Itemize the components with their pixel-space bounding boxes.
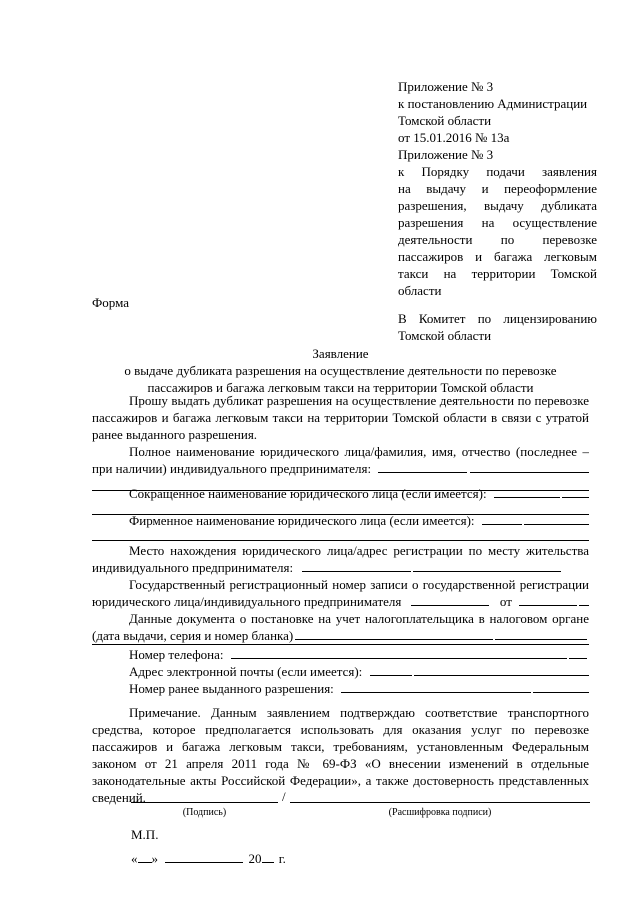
appendix-line: к Порядку подачи заявления (398, 164, 597, 179)
note-line: Примечание. Данным заявлением подтверждаю соответствие транспортного (129, 705, 589, 720)
request-paragraph (92, 392, 589, 443)
form-label-text: Форма (92, 295, 129, 310)
stamp-label (131, 826, 158, 843)
date-quote-open: « (131, 851, 138, 866)
location-field (92, 542, 589, 576)
day-input-line[interactable] (138, 850, 152, 863)
addressee (398, 310, 597, 344)
note-line: средства, которое предполагается использовать для оказания услуг по перевозке (92, 722, 589, 737)
note-line: сведений. (92, 790, 146, 805)
appendix-line: области (398, 283, 442, 298)
appendix-line: Томской области (398, 113, 492, 128)
decode-caption-text: (Расшифровка подписи) (388, 807, 492, 818)
appendix-line: такси на территории Томской (398, 266, 597, 281)
title-line: о выдаче дубликата разрешения на осуществление деятельности по перевозке (124, 363, 557, 378)
email-field (92, 663, 589, 680)
year-suffix: г. (278, 851, 286, 866)
appendix-line: деятельности по перевозке (398, 232, 597, 247)
signature-caption-text: (Подпись) (182, 807, 227, 818)
previous-permit-field (92, 680, 589, 697)
email-input-line-2[interactable] (414, 663, 589, 676)
brand-name-input-line-2[interactable] (524, 512, 589, 525)
request-line: пассажиров и багажа легковым такси на территории Томской области в связи с утратой (92, 410, 589, 425)
field-label: Государственный регистрационный номер записи о государственной регистрации (129, 577, 589, 592)
title-line: пассажиров и багажа легковым такси на территории Томской области (147, 380, 534, 395)
signature-caption (131, 804, 278, 821)
field-label: Полное наименование юридического лица/фамилия, имя, отчество (последнее – (129, 444, 589, 459)
full-name-input-line[interactable] (378, 460, 467, 473)
decode-caption (290, 804, 590, 821)
brand-name-input-line[interactable] (482, 512, 522, 525)
note-paragraph (92, 704, 589, 806)
document-title (92, 345, 589, 396)
addressee-line: В Комитет по лицензированию (398, 311, 597, 326)
full-name-field (92, 443, 589, 477)
short-name-input-line-2[interactable] (562, 485, 589, 498)
field-label: Место нахождения юридического лица/адрес регистрации по месту жительства (129, 543, 589, 558)
field-label: Номер телефона: (129, 647, 224, 662)
brand-name-field (92, 512, 589, 529)
request-line: ранее выданного разрешения. (92, 427, 258, 442)
appendix-line: разрешения на осуществление (398, 215, 597, 230)
date-field (131, 850, 286, 867)
registration-field (92, 576, 589, 610)
registration-number-input-line[interactable] (411, 593, 489, 606)
request-line: Прошу выдать дубликат разрешения на осуществление деятельности по перевозке (129, 393, 589, 408)
stamp-label-text: М.П. (131, 827, 159, 842)
previous-permit-input-line[interactable] (341, 680, 531, 693)
field-label: юридического лица/индивидуального предпринимателя (92, 594, 402, 609)
form-label (92, 294, 129, 311)
appendix-line: Приложение № 3 (398, 79, 494, 94)
appendix-line: на выдачу и переоформление (398, 181, 597, 196)
field-label: индивидуального предпринимателя: (92, 560, 294, 575)
phone-field (92, 646, 589, 663)
signature-input-line[interactable] (131, 802, 278, 803)
year-prefix: 20 (248, 851, 262, 866)
brand-name-continuation-line[interactable] (92, 540, 589, 541)
field-label: Фирменное наименование юридического лица (если имеется): (129, 513, 475, 528)
location-input-line[interactable] (302, 559, 411, 572)
email-input-line[interactable] (370, 663, 412, 676)
signature-slash: / (282, 789, 286, 804)
appendix-line: разрешения, выдачу дубликата (398, 198, 597, 213)
previous-permit-input-line-2[interactable] (533, 680, 589, 693)
note-line: пассажиров и багажа легковым такси, требованиям, установленным Федеральным (92, 739, 589, 754)
title-line: Заявление (312, 346, 369, 361)
appendix-line: Приложение № 3 (398, 147, 494, 162)
field-label: Адрес электронной почты (если имеется): (129, 664, 363, 679)
appendix-procedure (398, 146, 597, 299)
tax-document-input-line-2[interactable] (495, 627, 587, 640)
tax-document-continuation-line[interactable] (92, 644, 589, 645)
tax-document-input-line[interactable] (295, 627, 493, 640)
short-name-field (92, 485, 589, 502)
full-name-input-line-2[interactable] (470, 460, 589, 473)
signature-decode-input-line[interactable] (290, 802, 590, 803)
appendix-line: от 15.01.2016 № 13а (398, 130, 510, 145)
field-label: (дата выдачи, серия и номер бланка) (92, 628, 294, 643)
tax-registration-field (92, 610, 589, 644)
registration-date-input-line[interactable] (519, 593, 577, 606)
signature-separator (282, 788, 286, 805)
field-label: от (499, 594, 512, 609)
appendix-resolution (398, 78, 598, 146)
registration-date-input-line-2[interactable] (579, 593, 589, 606)
note-line: законом от 21 апреля 2011 года № 69-ФЗ «О внесении изменений в отдельные (92, 756, 589, 771)
phone-input-line-2[interactable] (569, 646, 587, 659)
field-label: Номер ранее выданного разрешения: (129, 681, 334, 696)
appendix-line: к постановлению Администрации (398, 96, 588, 111)
location-input-line-2[interactable] (413, 559, 561, 572)
appendix-line: пассажиров и багажа легковым (398, 249, 597, 264)
short-name-input-line[interactable] (494, 485, 560, 498)
field-label: при наличии) индивидуального предпринимателя: (92, 461, 372, 476)
year-input-line[interactable] (262, 850, 274, 863)
addressee-line: Томской области (398, 328, 492, 343)
date-quote-close: » (151, 851, 158, 866)
month-input-line[interactable] (165, 850, 243, 863)
field-label: Данные документа о постановке на учет налогоплательщика в налоговом органе (129, 611, 589, 626)
field-label: Сокращенное наименование юридического лица (если имеется): (129, 486, 487, 501)
note-line: законодательные акты Российской Федерации», а также достоверность представленных (92, 773, 589, 788)
phone-input-line[interactable] (231, 646, 567, 659)
